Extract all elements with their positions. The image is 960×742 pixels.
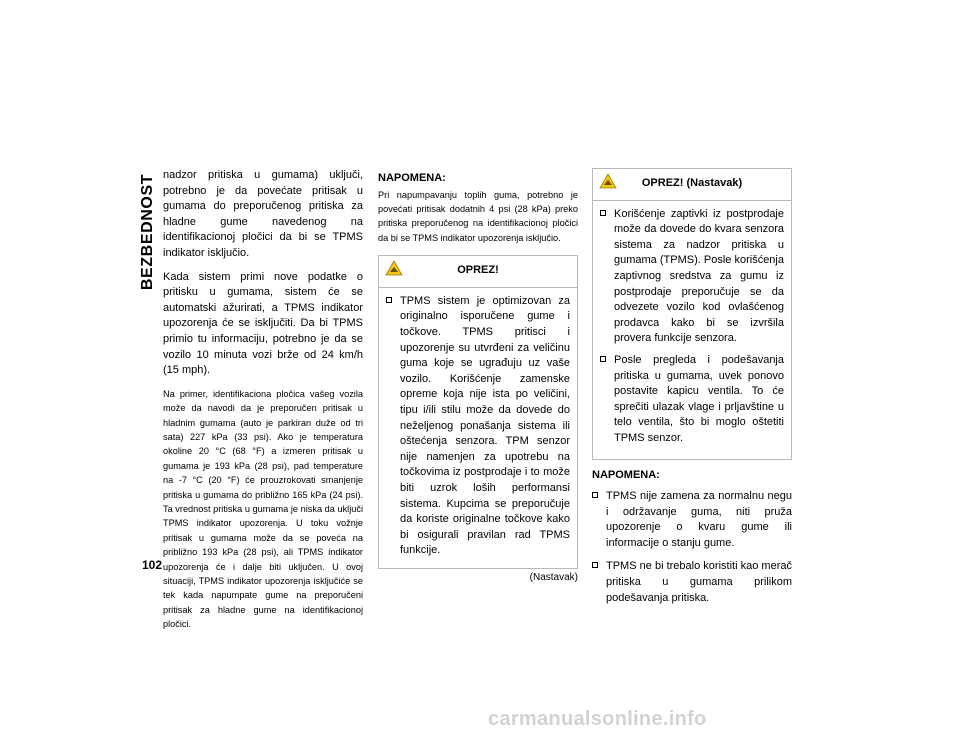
note-item [592, 559, 792, 606]
note-heading: NAPOMENA: [592, 468, 660, 481]
checkbox-icon [592, 562, 598, 568]
continued-label: (Nastavak) [529, 571, 578, 583]
warning-header [379, 256, 577, 288]
section-title: BEZBEDNOST [139, 173, 156, 291]
warning-triangle-icon [599, 173, 617, 189]
warning-item [600, 207, 784, 347]
warning-item [386, 294, 570, 559]
column-left [163, 168, 363, 640]
checkbox-icon [386, 297, 392, 303]
note-item [592, 489, 792, 551]
note-heading: NAPOMENA: [378, 172, 446, 184]
warning-item-text: Posle pregleda i podešavanja pritiska u gumama, uvek ponovo postavite kapicu ventila. To će sprečiti ulazak vlage i prljavštine u telo ventila, što bi moglo oštetiti TPMS senzor. [614, 353, 784, 444]
warning-text: TPMS sistem je optimizovan za originalno isporučene gume i točkove. TPMS pritisci i upozorenje su utvrđeni za veličinu guma koje se ugrađuju uz vaše vozilo. Korišćenje zamenske opreme koja nije ista po veličini, tipu i/ili stilu može da dovede do neželjenog ponašanja sistema ili oštećenja senzora. TPM senzor nije namenjen za upotrebu na točkovima iz postprodaje i to može biti uzrok loših performansi sistema. Kupcima se preporučuje da koriste originalne točkove kako bi osigurali pravilan rad TPMS funkcije. [400, 294, 570, 557]
warning-box-continued [592, 168, 792, 460]
warning-box [378, 255, 578, 569]
paragraph: nadzor pritiska u gumama) uključi, potrebno je da povećate pritisak u gumama do preporučenog pritiska za hladne gume navedenog na identifikacionoj pločici da bi se TPMS indikator isključio. [163, 169, 363, 259]
column-right [592, 168, 792, 614]
note-item-text: TPMS ne bi trebalo koristiti kao merač pritiska u gumama prilikom podešavanja pritiska. [606, 560, 792, 604]
watermark: carmanualsonline.info [488, 708, 707, 730]
column-middle [378, 168, 578, 586]
warning-item [600, 353, 784, 447]
section-tab [136, 172, 160, 292]
checkbox-icon [600, 356, 606, 362]
page-number: 102 [142, 558, 163, 572]
paragraph: Kada sistem primi nove podatke o pritisku u gumama, sistem će se automatski ažurirati, a TPMS indikator upozorenja će se isključiti. Da bi TPMS primio tu informaciju, potrebno je da se vozilo 10 minuta vozi brže od 24 km/h (15 mph). [163, 270, 363, 377]
warning-header [593, 169, 791, 201]
warning-triangle-icon [385, 260, 403, 276]
example-paragraph: Na primer, identifikaciona pločica vašeg vozila može da navodi da je preporučen pritisak u hladnim gumama (auto je parkiran duže od tri sata) 227 kPa (33 psi). Ako je temperatura okoline 20 °C (68 °F) a izmeren pritisak u gumama je 193 kPa (28 psi), pad temperature na -7 °C (20 °F) će prouzrokovati smanjenje pritiska u gumama do približno 165 kPa (24 psi). Ta vrednost pritiska u gumama je niska da uključi TPMS indikator upozorenja. U toku vožnje pritisak u gumama može da se poveća na približno 193 kPa (28 psi), ali TPMS indikator upozorenja će i dalje biti uključen. U ovoj situaciji, TPMS indikator upozorenja isključiće se tek kada napumpate gume na preporučeni pritisak za hladne gume na identifikacionoj pločici. [163, 388, 363, 630]
note-text: Pri napumpavanju toplih guma, potrebno je povećati pritisak dodatnih 4 psi (28 kPa) preko pritiska preporučenog na identifikacionoj pločici da bi se TPMS indikator upozorenja isključio. [378, 189, 578, 243]
warning-title: OPREZ! (Nastavak) [641, 177, 743, 189]
warning-item-text: Korišćenje zaptivki iz postprodaje može da dovede do kvara senzora sistema za nadzor pritiska u gumama (TPMS). Posle korišćenja zaptivnog sredstva za gumu iz postprodaje preporučuje se da odvezete vozilo kod ovlašćenog prodavca kako bi se izvršila provera funkcije senzora. [614, 207, 784, 345]
warning-title: OPREZ! [457, 264, 499, 277]
checkbox-icon [592, 492, 598, 498]
note-item-text: TPMS nije zamena za normalnu negu i održavanje guma, niti pruža upozorenje o kvaru gume ili informacije o stanju gume. [606, 490, 792, 549]
checkbox-icon [600, 210, 606, 216]
